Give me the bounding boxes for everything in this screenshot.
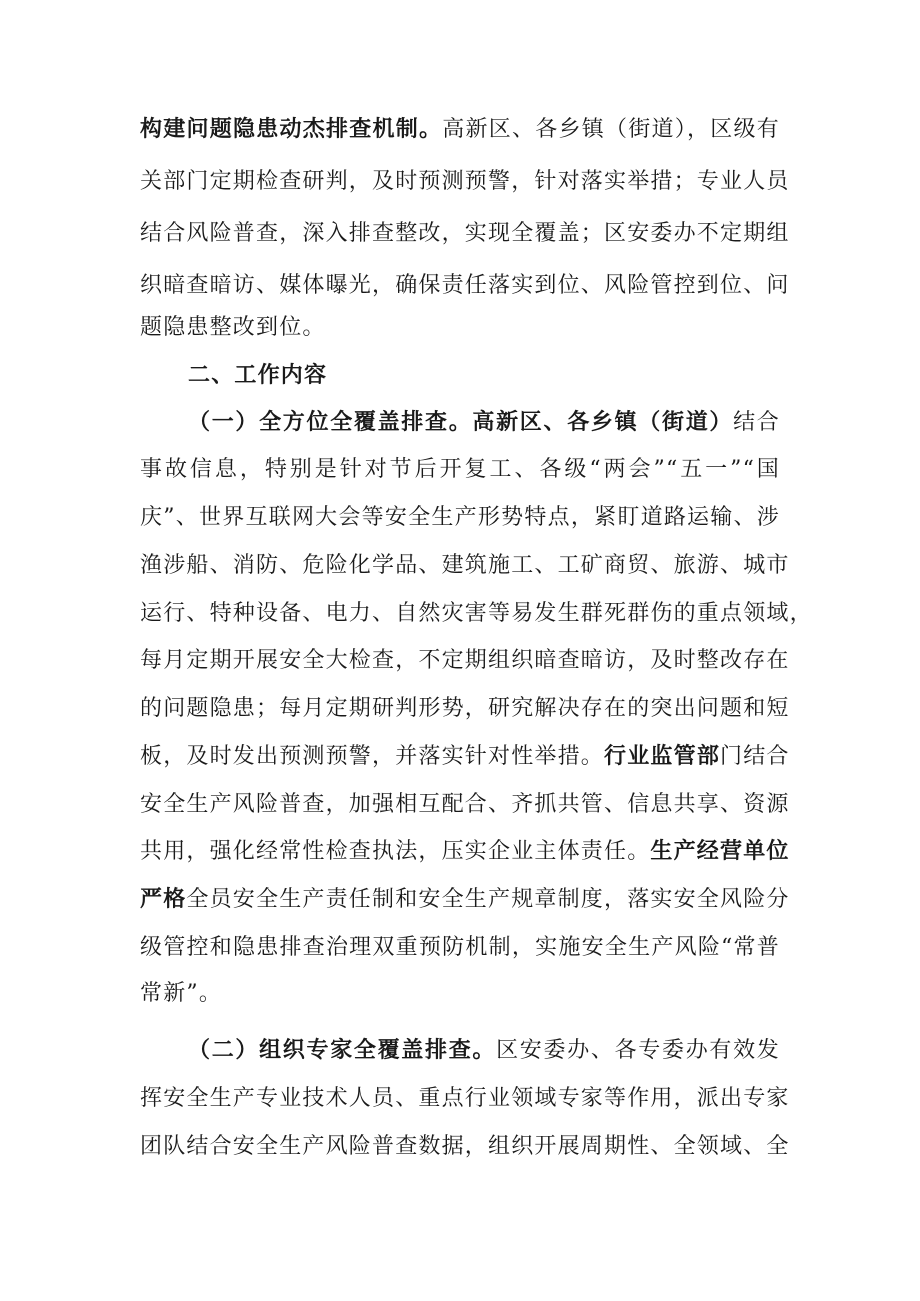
text-run: 每月定期开展安全大检查，不定期组织暗查暗访，及时整改存在 bbox=[140, 648, 790, 673]
text-line-15 bbox=[140, 783, 790, 827]
text-run: 安全生产风险普查，加强相互配合、齐抓共管、信息共享、资源 bbox=[140, 792, 790, 817]
bold-run: 行业监管部 bbox=[604, 744, 721, 769]
text-run: 挥安全生产专业技术人员、重点行业领域专家等作用，派出专家 bbox=[140, 1086, 790, 1111]
text-line-1 bbox=[140, 108, 780, 152]
text-run: 事故信息，特别是针对节后开复工、各级“两会”“五一”“国 bbox=[140, 457, 780, 482]
bold-run: （二）组织专家全覆盖排查。 bbox=[188, 1038, 497, 1063]
text-run: 渔涉船、消防、危险化学品、建筑施工、工矿商贸、旅游、城市 bbox=[140, 553, 790, 578]
text-line-4 bbox=[140, 264, 790, 308]
text-line-20 bbox=[188, 1029, 780, 1073]
text-line-22 bbox=[140, 1125, 790, 1169]
bold-run: 生产经营单位 bbox=[650, 839, 790, 864]
text-line-11 bbox=[140, 592, 813, 636]
text-run: 全员安全生产责任制和安全生产规章制度，落实安全风险分 bbox=[186, 887, 790, 912]
text-line-17 bbox=[140, 878, 790, 922]
text-run: 庆”、世界互联网大会等安全生产形势特点，紧盯道路运输、涉 bbox=[140, 505, 780, 530]
text-line-19 bbox=[140, 972, 780, 1016]
text-run: 的问题隐患；每月定期研判形势，研究解决存在的突出问题和短 bbox=[140, 696, 790, 721]
text-run: 共用，强化经常性检查执法，压实企业主体责任。 bbox=[140, 839, 651, 864]
text-run: 团队结合安全生产风险普查数据，组织开展周期性、全领域、全 bbox=[140, 1134, 790, 1159]
text-run: 级管控和隐患排查治理双重预防机制，实施安全生产风险“常普 bbox=[140, 935, 780, 960]
text-run: 结合风险普查，深入排查整改，实现全覆盖；区安委办不定期组 bbox=[140, 221, 790, 246]
text-line-13 bbox=[140, 687, 790, 731]
heading-text: 二、工作内容 bbox=[188, 363, 328, 388]
text-run: 门结合 bbox=[720, 744, 790, 769]
text-line-12 bbox=[140, 639, 790, 683]
text-line-9 bbox=[140, 496, 780, 540]
text-run: 关部门定期检查研判，及时预测预警，针对落实举措；专业人员 bbox=[140, 169, 790, 194]
bold-run: 严格 bbox=[140, 887, 187, 912]
text-run: 结合 bbox=[733, 410, 780, 435]
text-run: 织暗查暗访、媒体曝光，确保责任落实到位、风险管控到位、问 bbox=[140, 273, 790, 298]
text-line-14 bbox=[140, 735, 790, 779]
bold-run: 构建问题隐患动杰排查机制。 bbox=[140, 117, 443, 142]
bold-run: （一）全方位全覆盖排查。高新区、各乡镇（街道） bbox=[188, 410, 734, 435]
text-line-2 bbox=[140, 160, 790, 204]
text-line-3 bbox=[140, 212, 790, 256]
text-line-21 bbox=[140, 1077, 790, 1121]
text-run: 板，及时发出预测预警，并落实针对性举措。 bbox=[140, 744, 605, 769]
text-line-18 bbox=[140, 926, 780, 970]
text-run: 区安委办、各专委办有效发 bbox=[496, 1038, 780, 1063]
text-run: 高新区、各乡镇（街道），区级有 bbox=[442, 117, 780, 142]
text-line-8 bbox=[140, 448, 780, 492]
text-line-10 bbox=[140, 544, 790, 588]
section-heading bbox=[188, 354, 828, 398]
text-line-16 bbox=[140, 830, 790, 874]
text-run: 运行、特种设备、电力、自然灾害等易发生群死群伤的重点领域， bbox=[140, 601, 813, 626]
text-run: 常新”。 bbox=[140, 981, 223, 1006]
text-line-7 bbox=[188, 401, 780, 445]
text-run: 题隐患整改到位。 bbox=[140, 315, 326, 340]
text-line-5 bbox=[140, 306, 780, 350]
